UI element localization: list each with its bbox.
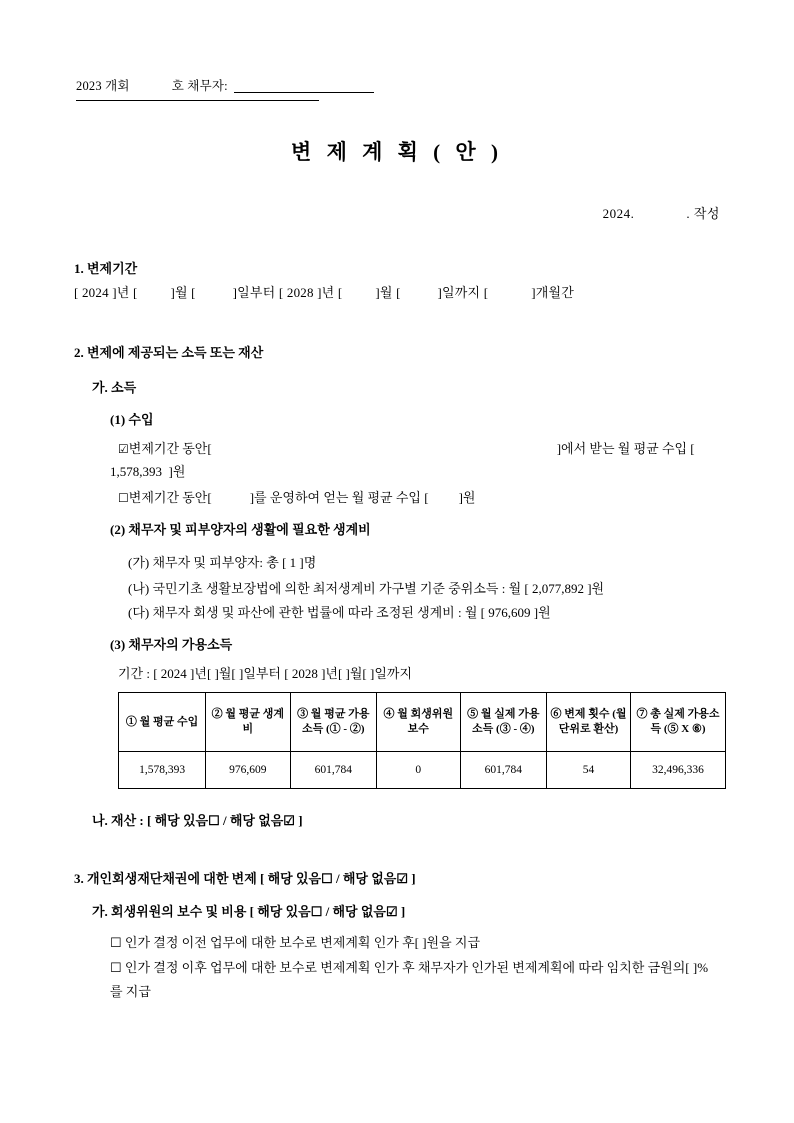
section2-a-title: 가. 소득 bbox=[92, 380, 137, 395]
disposable-income-period: 기간 : [ 2024 ]년[ ]월[ ]일부터 [ 2028 ]년[ ]월[ ]일까지 bbox=[118, 666, 413, 681]
section3-title[interactable]: 3. 개인회생재단채권에 대한 변제 [ 해당 있음☐ / 해당 없음☑ ] bbox=[74, 871, 416, 886]
cell-actual-disposable: 601,784 bbox=[460, 752, 546, 789]
header-rule bbox=[76, 100, 319, 101]
checkbox-unchecked-icon[interactable]: ☐ bbox=[118, 491, 129, 505]
section1-period bbox=[74, 282, 574, 305]
income-option-2[interactable] bbox=[118, 487, 475, 510]
section3-a-title[interactable]: 가. 회생위원의 보수 및 비용 [ 해당 있음☐ / 해당 없음☑ ] bbox=[92, 904, 406, 919]
cell-avg-disposable: 601,784 bbox=[290, 752, 376, 789]
case-header bbox=[76, 76, 716, 94]
col-header-1: ① 월 평균 수입 bbox=[119, 693, 206, 752]
creation-date-suffix: . 작성 bbox=[686, 206, 720, 221]
s1-t-c: ]월 [ bbox=[170, 285, 196, 300]
s1-t-e: ]년 [ bbox=[317, 285, 343, 300]
income-option-1-amount[interactable]: 1,578,393 bbox=[110, 464, 162, 479]
case-debtor-label: 호 채무자: bbox=[171, 79, 228, 93]
col-header-3: ③ 월 평균 가용소득 (① - ②) bbox=[290, 693, 376, 752]
s1-t-g: ]일까지 [ bbox=[437, 285, 489, 300]
s1-t-b: ]년 [ bbox=[112, 285, 138, 300]
creation-date-year: 2024. bbox=[602, 206, 635, 221]
income-option-1-mid: ]에서 받는 월 평균 수입 [ bbox=[556, 441, 695, 456]
s1-start-year[interactable]: 2024 bbox=[81, 285, 109, 300]
section3-option-1[interactable]: ☐ 인가 결정 이전 업무에 대한 보수로 변제계획 인가 후[ ]원을 지급 bbox=[110, 935, 481, 950]
income-option-2-post: ]원 bbox=[458, 490, 476, 505]
col-header-2: ② 월 평균 생계비 bbox=[206, 693, 290, 752]
section2-a1-title: (1) 수입 bbox=[110, 412, 154, 427]
s1-t-h: ]개월간 bbox=[531, 285, 575, 300]
income-option-1-post: ]원 bbox=[168, 464, 186, 479]
section2-a2-item-c: (다) 채무자 회생 및 파산에 관한 법률에 따라 조정된 생계비 : 월 [ 976,609 ]원 bbox=[128, 605, 551, 620]
s1-t-d: ]일부터 [ bbox=[232, 285, 284, 300]
col-header-4: ④ 월 회생위원 보수 bbox=[376, 693, 460, 752]
checkbox-checked-icon[interactable]: ☑ bbox=[118, 442, 129, 456]
section1-title: 1. 변제기간 bbox=[74, 261, 138, 276]
case-number: 2023 개회 bbox=[76, 79, 130, 93]
creation-date bbox=[603, 203, 720, 222]
table-header-row bbox=[119, 693, 726, 752]
section2-title: 2. 변제에 제공되는 소득 또는 재산 bbox=[74, 345, 264, 360]
debtor-name-field[interactable] bbox=[234, 78, 374, 93]
cell-total-disposable: 32,496,336 bbox=[631, 752, 726, 789]
section2-a2-title: (2) 채무자 및 피부양자의 생활에 필요한 생계비 bbox=[110, 522, 371, 537]
s1-t-f: ]월 [ bbox=[375, 285, 401, 300]
disposable-income-table bbox=[118, 692, 726, 789]
section2-a2-item-a: (가) 채무자 및 피부양자: 총 [ 1 ]명 bbox=[128, 555, 317, 570]
s1-bracket-open: [ bbox=[74, 285, 79, 300]
section2-b-assets[interactable]: 나. 재산 : [ 해당 있음☐ / 해당 없음☑ ] bbox=[92, 813, 303, 828]
income-option-1[interactable] bbox=[118, 438, 738, 461]
col-header-6: ⑥ 변제 횟수 (월 단위로 환산) bbox=[546, 693, 630, 752]
income-option-2-mid: ]를 운영하여 얻는 월 평균 수입 [ bbox=[249, 490, 429, 505]
income-option-2-pre: 변제기간 동안[ bbox=[128, 490, 212, 505]
cell-living-cost: 976,609 bbox=[206, 752, 290, 789]
section3-option-2[interactable]: ☐ 인가 결정 이후 업무에 대한 보수로 변제계획 인가 후 채무자가 인가된 변제계획에 따라 임치한 금원의[ ]%를 지급 bbox=[110, 960, 709, 1000]
cell-payment-count: 54 bbox=[546, 752, 630, 789]
cell-monthly-income: 1,578,393 bbox=[119, 752, 206, 789]
s1-end-year[interactable]: 2028 bbox=[286, 285, 314, 300]
col-header-5: ⑤ 월 실제 가용소득 (③ - ④) bbox=[460, 693, 546, 752]
cell-trustee-fee: 0 bbox=[376, 752, 460, 789]
page-title: 변 제 계 획 ( 안 ) bbox=[291, 140, 503, 164]
section2-a2-item-b: (나) 국민기초 생활보장법에 의한 최저생계비 가구별 기준 중위소득 : 월 [ 2,077,892 ]원 bbox=[128, 581, 605, 596]
col-header-7: ⑦ 총 실제 가용소득 (⑤ X ⑥) bbox=[631, 693, 726, 752]
income-option-1-amount-line bbox=[110, 461, 185, 484]
table-row bbox=[119, 752, 726, 789]
section2-a3-title: (3) 채무자의 가용소득 bbox=[110, 637, 233, 652]
income-option-1-pre: 변제기간 동안[ bbox=[128, 441, 212, 456]
